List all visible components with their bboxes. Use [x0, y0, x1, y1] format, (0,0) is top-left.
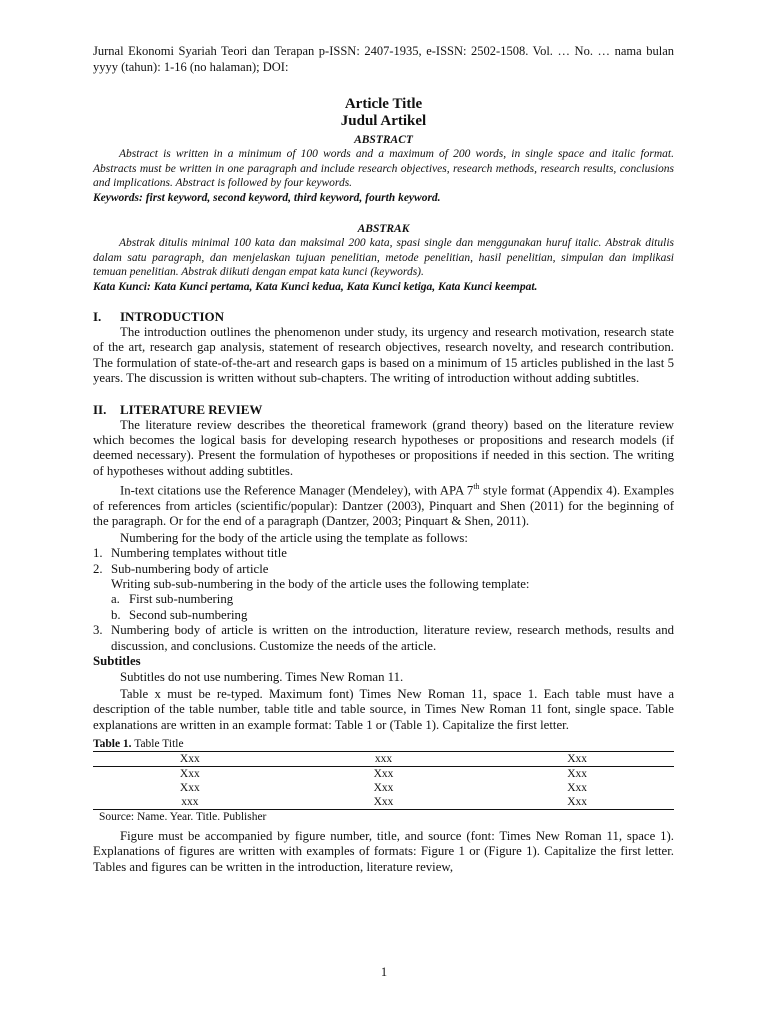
list-item — [93, 546, 674, 561]
table-header-cell: Xxx — [567, 753, 588, 766]
section-title: INTRODUCTION — [120, 309, 225, 324]
list-item — [93, 562, 674, 577]
sub-list-item — [93, 608, 674, 623]
article-title-indonesian: Judul Artikel — [340, 113, 427, 129]
section-number: II. — [93, 401, 107, 417]
data-table — [93, 751, 674, 810]
introduction-paragraph: The introduction outlines the phenomenon under study, its urgency and research motivation, research state of the art, research gap analysis, statement of research objectives, research novelty, and research contribution. The formulation of state-of-the-art and research gaps is based on a minimum of 15 articles published in the last 5 years. The discussion is written without sub-chapters. The writing of introduction without adding subtitles. — [93, 325, 674, 386]
numbering-intro-paragraph: Numbering for the body of the article using the template as follows: — [120, 530, 468, 545]
subtitles-heading: Subtitles — [93, 653, 141, 668]
list-text: First sub-numbering — [129, 592, 234, 607]
figure-paragraph: Figure must be accompanied by figure number, title, and source (font: Times New Roman 11, space 1). Explanations of figures are written with examples of formats: Figure 1 or (Figure 1). Capitalize the first letter. Tables and figures can be written in the introduction, literature review, — [93, 829, 674, 874]
section-number: I. — [93, 309, 102, 324]
citation-paragraph — [93, 479, 674, 529]
table-row — [93, 781, 674, 795]
table-cell: Xxx — [373, 782, 394, 795]
list-marker: b. — [111, 607, 121, 622]
list-item — [93, 623, 674, 654]
citation-superscript: th — [473, 482, 480, 492]
list-marker: 1. — [93, 546, 103, 561]
table-cell: Xxx — [373, 796, 394, 809]
list-text: Numbering body of article is written on the introduction, literature review, research methods, results and discussion, and conclusions. Customize the needs of the article. — [111, 623, 674, 653]
section-heading-introduction — [93, 309, 674, 325]
table-cell: Xxx — [179, 768, 200, 781]
abstrak-text: Abstrak ditulis minimal 100 kata dan maksimal 200 kata, spasi single dan menggunakan huruf italic. Abstrak ditulis dalam satu paragraph, dan menjelaskan tujuan penelitian, metode penelitian, hasil penelitian, simpulan dan implikasi temuan penelitian. Abstrak diikuti dengan empat kata kunci (keywords). — [93, 237, 674, 278]
table-cell: xxx — [181, 796, 199, 809]
citation-text-start: In-text citations use the Reference Manager (Mendeley), with APA 7 — [120, 483, 474, 498]
table-cell: Xxx — [567, 768, 588, 781]
list-marker: a. — [111, 592, 120, 607]
article-title: Article Title — [344, 96, 423, 112]
abstrak-keywords: Kata Kunci: Kata Kunci pertama, Kata Kunci kedua, Kata Kunci ketiga, Kata Kunci keempat. — [93, 280, 538, 293]
table-row — [93, 767, 674, 782]
table-source: Source: Name. Year. Title. Publisher — [99, 811, 267, 824]
list-text: Numbering templates without title — [111, 546, 287, 561]
literature-review-paragraph: The literature review describes the theoretical framework (grand theory) based on the literature review which becomes the logical basis for developing research hypotheses or propositions and research models (if deemed necessary). Present the formulation of hypotheses or propositions if needed in this section. The writing of hypotheses without adding subtitles. — [93, 417, 674, 478]
list-text: Sub-numbering body of article — [111, 561, 269, 576]
table-header-row — [93, 752, 674, 767]
journal-header: Jurnal Ekonomi Syariah Teori dan Terapan p-ISSN: 2407-1935, e-ISSN: 2502-1508. Vol. … No. … nama bulan yyyy (tahun): 1-16 (no halaman); DOI: — [93, 44, 674, 74]
table-header-cell: Xxx — [179, 753, 200, 766]
section-title: LITERATURE REVIEW — [120, 401, 263, 417]
sub-numbering-intro: Writing sub-sub-numbering in the body of the article uses the following template: — [111, 576, 530, 591]
table-cell: Xxx — [373, 768, 394, 781]
table-cell: Xxx — [567, 796, 588, 809]
list-marker: 3. — [93, 623, 103, 638]
abstrak-heading: ABSTRAK — [357, 223, 410, 235]
table-row — [93, 795, 674, 810]
article-page — [93, 44, 674, 875]
abstract-keywords: Keywords: first keyword, second keyword, third keyword, fourth keyword. — [93, 191, 441, 204]
abstract-heading: ABSTRACT — [354, 134, 413, 146]
table-instructions-paragraph: Table x must be re-typed. Maximum font) Times New Roman 11, space 1. Each table must have a description of the table number, table title and table source, in Times New Roman 11 font, single space. Table explanations are written in an example format: Table 1 or (Table 1). Capitalize the first letter. — [93, 686, 674, 732]
subtitles-paragraph: Subtitles do not use numbering. Times New Roman 11. — [120, 670, 404, 685]
sub-list-item — [93, 592, 674, 607]
page-number: 1 — [380, 965, 388, 979]
abstract-text: Abstract is written in a minimum of 100 words and a maximum of 200 words, in single space and italic format. Abstracts must be written in one paragraph and include research objectives, research methods, research results, conclusions and implications. Abstract is followed by four keywords. — [93, 148, 674, 189]
table-caption — [93, 737, 674, 751]
table-header-cell: xxx — [374, 753, 393, 766]
list-marker: 2. — [93, 561, 103, 576]
table-cell: Xxx — [179, 782, 200, 795]
list-text: Second sub-numbering — [129, 607, 248, 622]
table-title: Table Title — [131, 738, 184, 751]
section-heading-literature-review — [93, 402, 674, 418]
table-cell: Xxx — [567, 782, 588, 795]
citation-text-end: style format (Appendix 4). Examples of references from articles (scientific/popular): Dantzer (2003), Pinquart and Shen (2011) for the beginning of the paragraph. Or for the end of a paragraph (Dantzer, 2003; Pinquart & Shen, 2011). — [93, 483, 674, 529]
table-label: Table 1. — [93, 738, 132, 751]
